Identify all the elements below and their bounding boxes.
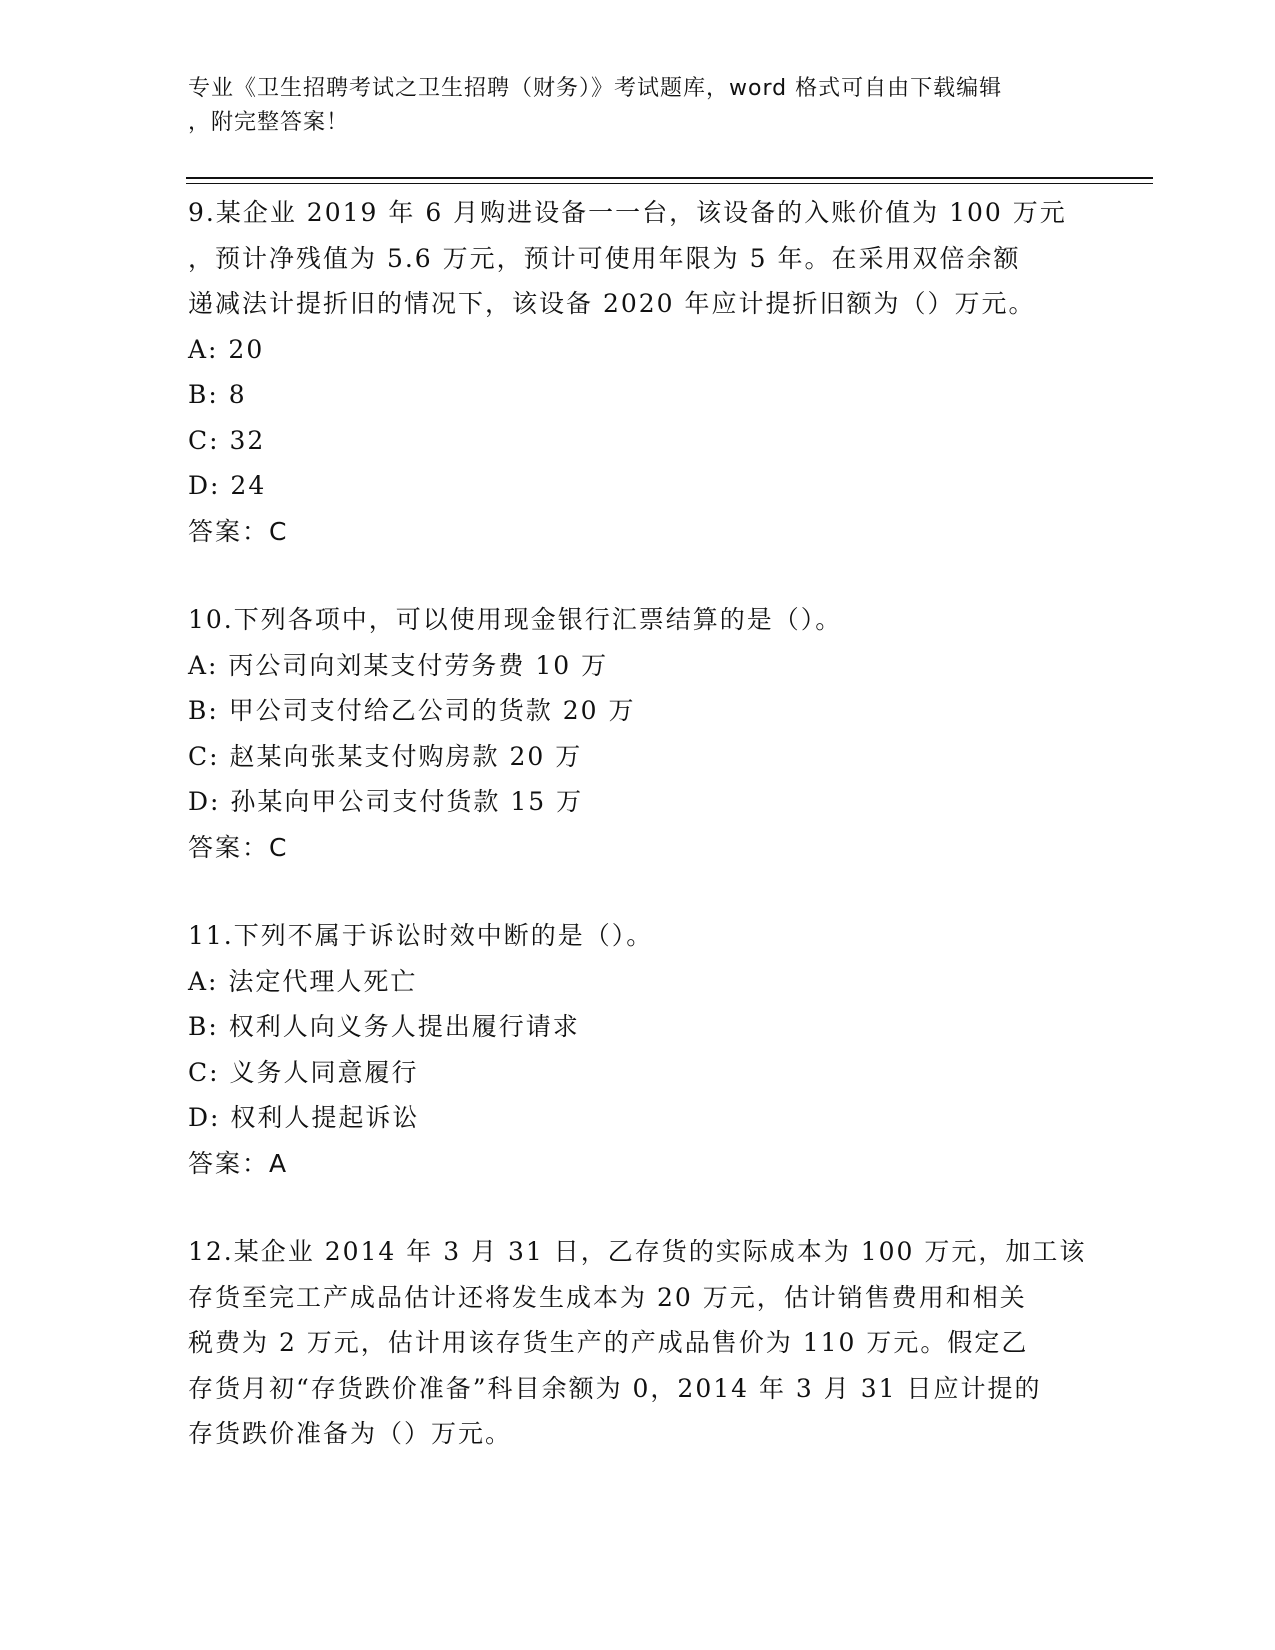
question-11 <box>188 913 1088 1186</box>
question-text-line: 存货月初“存货跌价准备”科目余额为 0，2014 年 3 月 31 日应计提的 <box>188 1373 1042 1403</box>
header-title-line-1: 专业《卫生招聘考试之卫生招聘（财务）》考试题库，word 格式可自由下载编辑 <box>188 76 1003 101</box>
question-text-line: 9.某企业 2019 年 6 月购进设备一一台，该设备的入账价值为 100 万元 <box>188 198 1067 227</box>
question-text-line: ，预计净残值为 5.6 万元，预计可使用年限为 5 年。在采用双倍余额 <box>188 243 1021 273</box>
option-a: A: 丙公司向刘某支付劳务费 10 万 <box>188 650 609 680</box>
option-d: D: 孙某向甲公司支付货款 15 万 <box>188 787 584 816</box>
question-9 <box>188 190 1088 554</box>
option-d: D: 权利人提起诉讼 <box>188 1103 420 1132</box>
question-text-line: 税费为 2 万元，估计用该存货生产的产成品售价为 110 万元。假定乙 <box>188 1328 1029 1357</box>
question-text-line: 12.某企业 2014 年 3 月 31 日，乙存货的实际成本为 100 万元，加工该 <box>188 1237 1087 1266</box>
option-a: A: 法定代理人死亡 <box>188 966 418 996</box>
option-c: C: 赵某向张某支付购房款 20 万 <box>188 741 583 771</box>
question-text-line: 存货跌价准备为（）万元。 <box>188 1419 513 1448</box>
answer-line: 答案：C <box>188 516 289 546</box>
header-divider-thin <box>186 183 1153 184</box>
question-10 <box>188 597 1088 870</box>
header-title-line-2: ，附完整答案！ <box>188 110 350 135</box>
question-list <box>188 190 1088 1500</box>
option-a: A: 20 <box>188 334 265 364</box>
option-b: B: 8 <box>188 380 247 409</box>
option-d: D: 24 <box>188 471 267 500</box>
answer-line: 答案：C <box>188 832 289 862</box>
document-header <box>188 72 1068 140</box>
option-b: B: 权利人向义务人提出履行请求 <box>188 1012 580 1041</box>
question-text-line: 存货至完工产成品估计还将发生成本为 20 万元，估计销售费用和相关 <box>188 1282 1027 1312</box>
question-12 <box>188 1229 1088 1457</box>
option-c: C: 义务人同意履行 <box>188 1057 419 1087</box>
question-text-line: 11.下列不属于诉讼时效中断的是（）。 <box>188 921 654 950</box>
question-text-line: 10.下列各项中，可以使用现金银行汇票结算的是（）。 <box>188 605 843 634</box>
option-b: B: 甲公司支付给乙公司的货款 20 万 <box>188 696 636 725</box>
option-c: C: 32 <box>188 425 266 455</box>
question-text-line: 递减法计提折旧的情况下，该设备 2020 年应计提折旧额为（）万元。 <box>188 289 1036 318</box>
answer-line: 答案：A <box>188 1148 289 1178</box>
header-divider-thick <box>186 177 1153 179</box>
